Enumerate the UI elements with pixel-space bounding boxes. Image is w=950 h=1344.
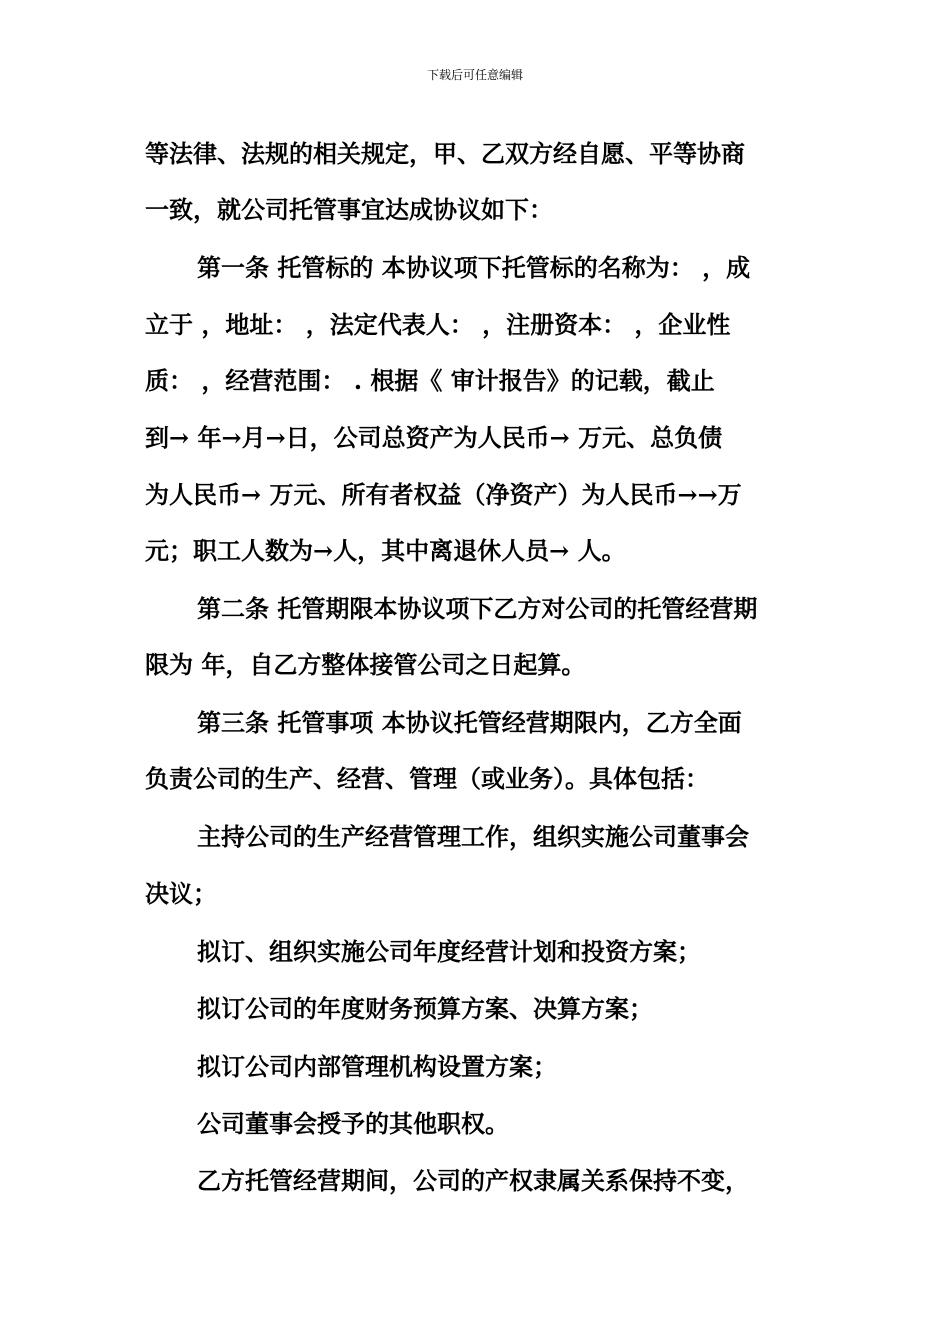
list-item: 拟订、组织实施公司年度经营计划和投资方案； <box>197 937 701 966</box>
article-3-heading: 第三条 托管事项 本协议托管经营期限内，乙方全面 <box>197 708 742 737</box>
body-line: 元；职工人数为→人，其中离退休人员→ 人。 <box>145 536 626 565</box>
body-line: 限为 年，自乙方整体接管公司之日起算。 <box>145 650 586 679</box>
body-line: 决议； <box>145 879 217 908</box>
body-line: 负责公司的生产、经营、管理（或业务）。具体包括： <box>145 764 709 793</box>
body-line: 为人民币→ 万元、所有者权益（净资产）为人民币→→万 <box>145 480 742 509</box>
body-line: 质： ，经营范围： . 根据《 审计报告》的记载，截止 <box>145 366 715 395</box>
body-line: 一致，就公司托管事宜达成协议如下： <box>145 195 553 224</box>
body-line: 立于 ，地址： ，法定代表人： ，注册资本： ，企业性 <box>145 310 731 339</box>
article-2-heading: 第二条 托管期限本协议项下乙方对公司的托管经营期 <box>197 594 758 623</box>
list-item: 拟订公司的年度财务预算方案、决算方案； <box>197 994 653 1023</box>
list-item: 主持公司的生产经营管理工作，组织实施公司董事会 <box>197 822 749 851</box>
body-line: 到→ 年→月→日，公司总资产为人民币→ 万元、总负债 <box>145 423 723 452</box>
article-1-heading: 第一条 托管标的 本协议项下托管标的名称为： ，成 <box>197 253 751 282</box>
list-item: 公司董事会授予的其他职权。 <box>197 1109 509 1138</box>
body-line: 等法律、法规的相关规定，甲、乙双方经自愿、平等协商 <box>145 139 745 168</box>
page-header: 下载后可任意编辑 <box>426 68 523 82</box>
body-line: 乙方托管经营期间，公司的产权隶属关系保持不变， <box>197 1166 749 1195</box>
list-item: 拟订公司内部管理机构设置方案； <box>197 1052 557 1081</box>
